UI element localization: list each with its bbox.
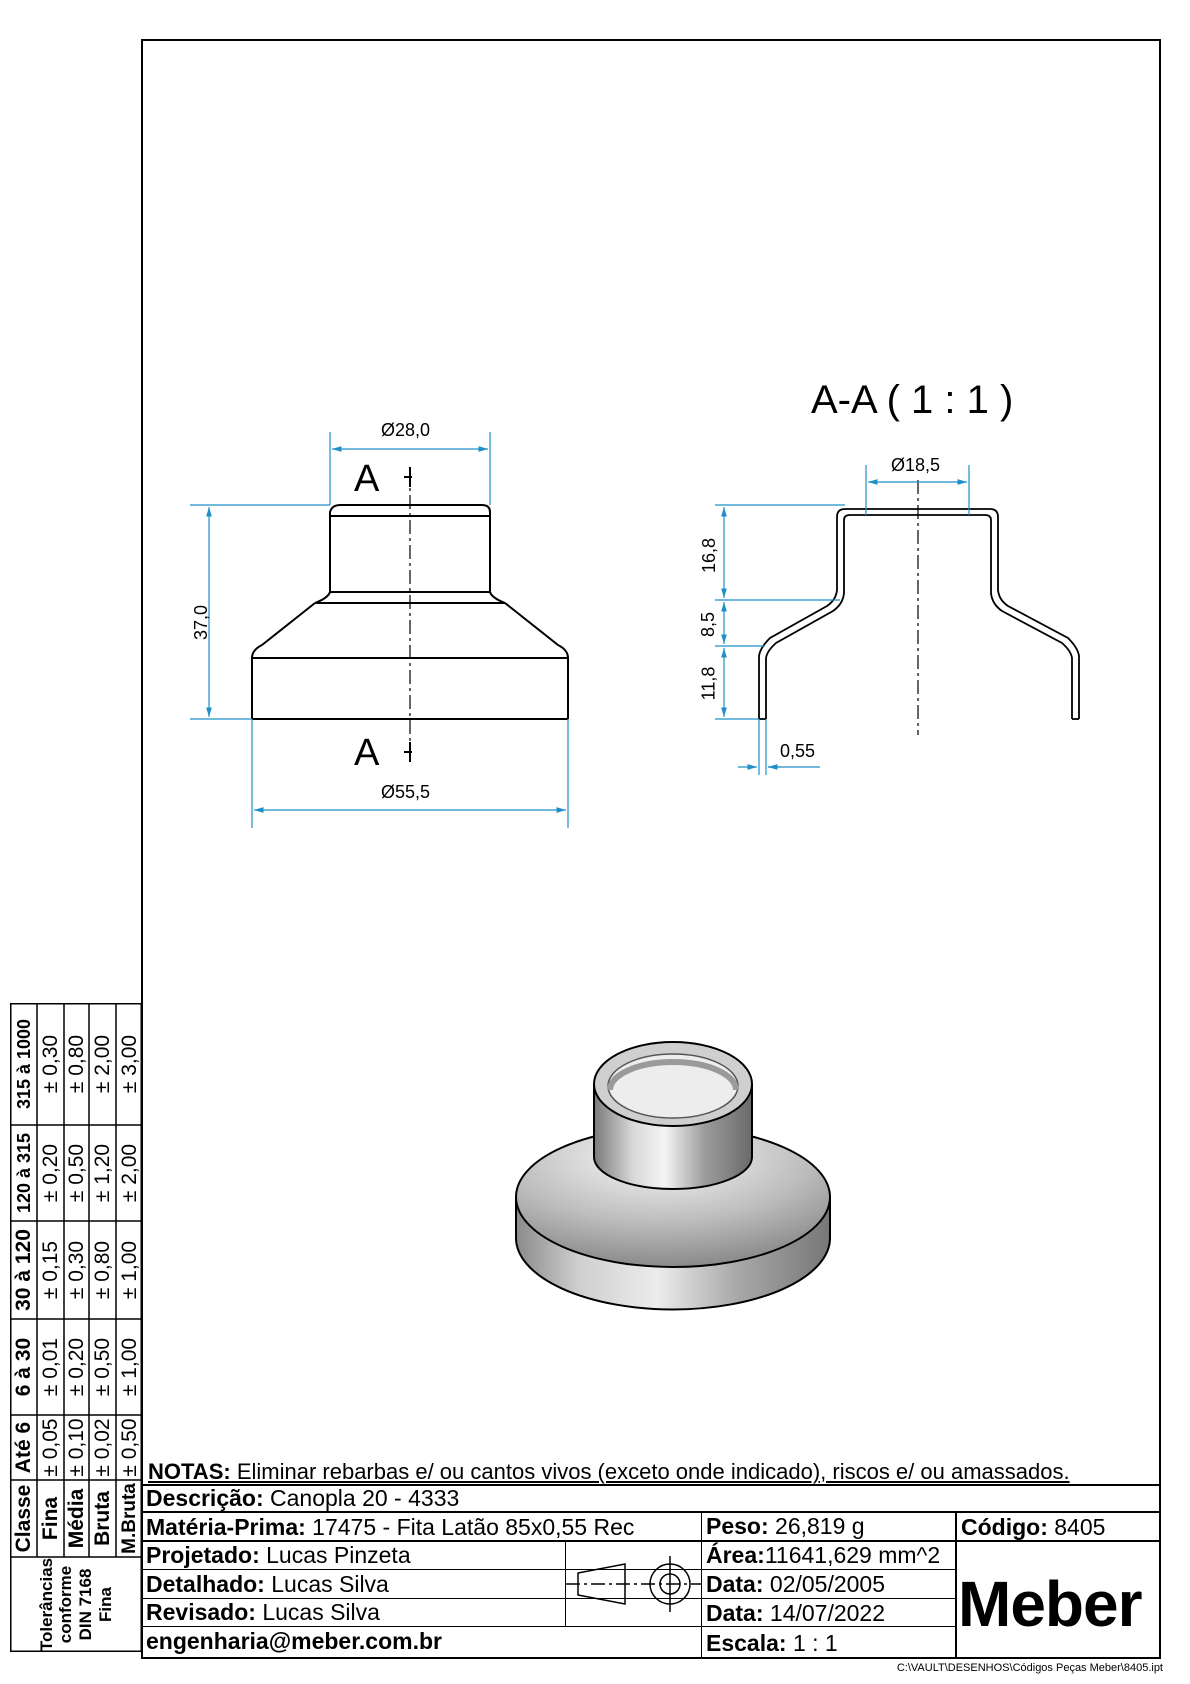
dim-upper-height: 16,8 <box>699 537 720 574</box>
tolerance-value: ± 0,01 <box>39 1337 62 1397</box>
detalhado-label: Detalhado: <box>146 1571 265 1597</box>
notes <box>148 1461 1070 1483</box>
tolerance-title-line-4: Fina <box>95 1587 115 1622</box>
dim-lower-height: 11,8 <box>698 666 719 701</box>
tolerance-value: ± 0,20 <box>65 1337 88 1397</box>
tolerance-value: ± 1,00 <box>117 1240 141 1300</box>
materia-row <box>146 1516 634 1539</box>
data1-row <box>706 1573 885 1596</box>
area-row <box>706 1544 940 1567</box>
peso-label: Peso: <box>706 1513 769 1539</box>
tolerance-value: ± 0,80 <box>91 1240 114 1300</box>
descricao-value: Canopla 20 - 4333 <box>270 1485 460 1511</box>
projetado-row <box>146 1544 411 1567</box>
dim-top-diameter: Ø28,0 <box>381 420 431 440</box>
tolerance-value: ± 0,50 <box>117 1418 141 1477</box>
codigo-row <box>961 1516 1105 1539</box>
company-logo: Meber <box>958 1568 1142 1640</box>
projection-symbol-icon <box>566 1541 701 1626</box>
tolerance-value: ± 0,30 <box>65 1240 88 1300</box>
revisado-label: Revisado: <box>146 1599 256 1625</box>
range-label: 6 à 30 <box>12 1337 35 1397</box>
data2-label: Data: <box>706 1600 764 1626</box>
descricao-label: Descrição: <box>146 1485 264 1511</box>
projetado-value: Lucas Pinzeta <box>266 1542 411 1568</box>
tolerance-title <box>10 1557 142 1652</box>
tolerance-value: ± 1,20 <box>91 1143 114 1203</box>
tolerance-title-line-1: Tolerâncias <box>36 1557 56 1652</box>
dim-bottom-diameter: Ø55,5 <box>381 782 431 802</box>
detalhado-row <box>146 1573 389 1596</box>
section-dimensions <box>715 465 969 775</box>
dim-mid-height: 8,5 <box>698 611 719 638</box>
escala-value: 1 : 1 <box>792 1630 838 1656</box>
isometric-view <box>516 1042 830 1309</box>
tolerance-title-line-3: DIN 7168 <box>76 1568 95 1641</box>
section-marker-bottom: A <box>354 732 380 774</box>
section-marker-top: A <box>354 458 380 500</box>
tolerance-value: ± 0,20 <box>39 1143 62 1203</box>
front-view <box>252 505 568 719</box>
materia-value: 17475 - Fita Latão 85x0,55 Rec <box>312 1514 635 1540</box>
class-media: Média <box>65 1488 88 1549</box>
codigo-value: 8405 <box>1054 1514 1106 1540</box>
codigo-label: Código: <box>961 1514 1048 1540</box>
range-label: Até 6 <box>12 1421 35 1474</box>
tolerance-value: ± 3,00 <box>117 1034 141 1094</box>
section-title: A-A ( 1 : 1 ) <box>811 378 1014 422</box>
tolerance-value: ± 0,15 <box>39 1240 62 1300</box>
file-path: C:\VAULT\DESENHOS\Códigos Peças Meber\8405.ipt <box>896 1662 1163 1674</box>
data1-value: 02/05/2005 <box>769 1571 886 1597</box>
tolerance-value: ± 0,05 <box>39 1418 62 1477</box>
peso-row <box>706 1515 865 1538</box>
class-m-bruta: M.Bruta <box>118 1483 140 1554</box>
projetado-label: Projetado: <box>146 1542 260 1568</box>
tolerance-value: ± 2,00 <box>117 1143 141 1203</box>
section-view <box>759 509 1079 719</box>
class-fina: Fina <box>39 1496 62 1541</box>
range-label: 120 à 315 <box>13 1132 34 1214</box>
tolerance-value: ± 0,50 <box>65 1143 88 1203</box>
peso-value: 26,819 g <box>775 1513 865 1539</box>
dim-thickness: 0,55 <box>780 741 816 761</box>
tolerance-header: Classe <box>12 1484 35 1553</box>
detalhado-value: Lucas Silva <box>271 1571 389 1597</box>
class-bruta: Bruta <box>91 1491 114 1546</box>
tolerance-value: ± 0,30 <box>39 1034 62 1094</box>
notes-text: Eliminar rebarbas e/ ou cantos vivos (exceto onde indicado), riscos e/ ou amassados. <box>236 1459 1070 1484</box>
escala-row <box>706 1632 838 1655</box>
tolerance-value: ± 0,10 <box>65 1418 88 1477</box>
range-label: 315 à 1000 <box>13 1018 34 1110</box>
materia-label: Matéria-Prima: <box>146 1514 306 1540</box>
tolerance-value: ± 2,00 <box>91 1034 114 1094</box>
dim-inner-diameter: Ø18,5 <box>891 455 941 475</box>
range-label: 30 à 120 <box>12 1229 35 1311</box>
tolerance-title-line-2: conforme <box>56 1565 76 1644</box>
data1-label: Data: <box>706 1571 764 1597</box>
email: engenharia@meber.com.br <box>146 1628 442 1654</box>
revisado-value: Lucas Silva <box>262 1599 380 1625</box>
area-label: Área: <box>706 1542 765 1568</box>
descricao-row <box>146 1487 459 1510</box>
escala-label: Escala: <box>706 1630 787 1656</box>
tolerance-table <box>10 1003 142 1652</box>
tolerance-value: ± 0,50 <box>91 1337 114 1397</box>
dim-height: 37,0 <box>191 604 212 641</box>
tolerance-value: ± 0,80 <box>65 1034 88 1094</box>
section-cut-lines <box>404 467 412 762</box>
revisado-row <box>146 1601 380 1624</box>
tolerance-value: ± 0,02 <box>91 1418 114 1477</box>
notes-label: NOTAS: <box>148 1459 231 1484</box>
data2-value: 14/07/2022 <box>769 1600 886 1626</box>
data2-row <box>706 1602 885 1625</box>
area-value: 11641,629 mm^2 <box>764 1542 941 1568</box>
tolerance-value: ± 1,00 <box>117 1337 141 1397</box>
